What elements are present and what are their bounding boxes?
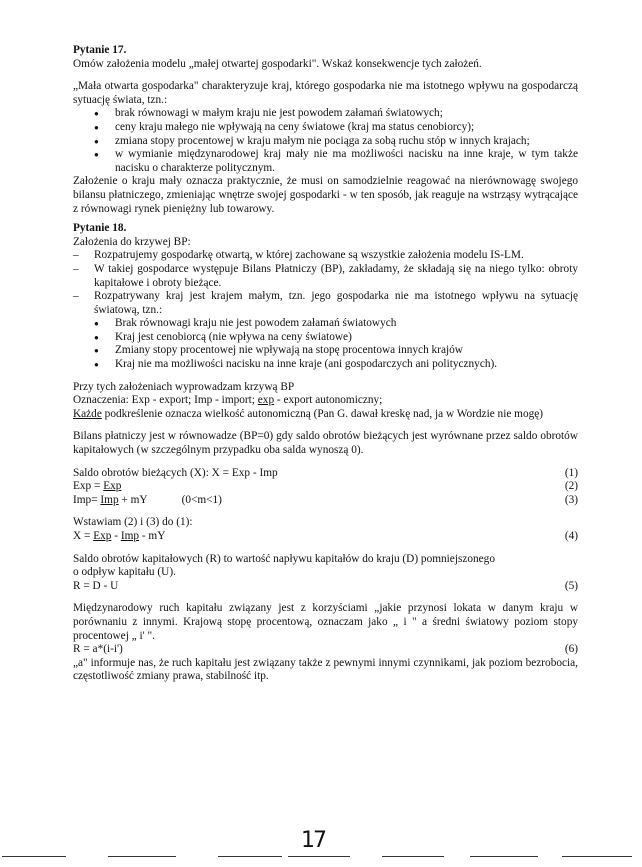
equation-number: (4) (564, 530, 578, 542)
equation-1 (73, 467, 578, 481)
notation-suffix: - export autonomiczny; (274, 394, 383, 407)
notation-prefix: Oznaczenia: Exp - export; Imp - import; (73, 394, 258, 407)
equation-prefix: X = (73, 530, 94, 542)
q17-bullet-list (73, 107, 578, 175)
q17-intro: „Mała otwarta gospodarka" charakteryzuje kraj, którego gospodarka nie ma istotnego wpływu na gospodarczą sytuację świata, tzn.: (73, 80, 578, 106)
equation-prefix: Exp = (73, 480, 104, 493)
equation-4 (73, 530, 578, 544)
equation-prefix: Imp= (73, 493, 101, 506)
q17-prompt: Omów założenia modelu „małej otwartej gospodarki". Wskaż konsekwencje tych założeń. (73, 57, 482, 70)
footer-rule (0, 850, 642, 864)
list-item: ● Brak równowagi kraju nie jest powodem załamań światowych (73, 317, 578, 331)
equation-number: (3) (564, 493, 578, 506)
equation-autonomous: Exp (93, 530, 112, 542)
equation-number: (2) (564, 480, 578, 493)
equation-number: (1) (564, 466, 578, 479)
q17-heading: Pytanie 17. (73, 44, 127, 56)
footer-line (382, 856, 444, 857)
equation-3 (73, 494, 578, 508)
capital-text-1: Saldo obrotów kapitałowych (R) to wartość napływu kapitałów do kraju (D) pomniejszonego (73, 552, 495, 565)
kazde-word: Każde (73, 407, 102, 420)
q18-intro: Założenia do krzywej BP: (73, 235, 191, 248)
underline-note (73, 408, 578, 422)
capital-text-2: o odpływ kapitału (U). (73, 566, 176, 579)
footer-line (470, 856, 538, 857)
q17-conclusion: Założenie o kraju mały oznacza praktycznie, że musi on samodzielnie reagować na nierównowagę swojego bilansu płatniczego, zmieniając wnętrze swojej gospodarki - w ten sposób, jak reaguje na wstrząsy wytrącające z równowagi rynek pieniężny lub towarowy. (73, 175, 578, 215)
list-item: – Rozpatrujemy gospodarkę otwartą, w której zachowane są wszystkie założenia modelu IS-LM. (73, 249, 578, 263)
document-page (73, 44, 578, 684)
movement-text: Międzynarodowy ruch kapitału związany jest z korzyściami „jakie przynosi lokata w danym kraju w porównaniu z innymi. Krajową stopę procentową, oznaczam jako „ i " a średni światowy poziom stopy procentowej „ i' ". (73, 602, 578, 642)
equation-autonomous: Exp (103, 480, 122, 493)
final-text: „a" informuje nas, że ruch kapitału jest związany także z pewnymi innymi czynnikami, jak poziom bezrobocia, częstotliwość zmiany prawa, stabilność itp. (73, 656, 578, 683)
list-item: ● w wymianie międzynarodowej kraj mały nie ma możliwości nacisku na inne kraje, w tym także nacisku o charakterze politycznym. (73, 148, 578, 175)
list-item: ● brak równowagi w małym kraju nie jest powodem załamań światowych; (73, 107, 578, 121)
equation-mid: - (111, 530, 121, 542)
equation-autonomous: Imp (100, 493, 119, 506)
equation-suffix: - mY (139, 530, 166, 542)
equation-5 (73, 580, 578, 594)
equation-text: R = D - U (73, 579, 119, 592)
list-item: ● Zmiany stopy procentowej nie wpływają na stopę procentowa innych krajów (73, 344, 578, 358)
list-item: – W takiej gospodarce występuje Bilans Płatniczy (BP), zakładamy, że składają się na niego tylko: obroty kapitałowe i obroty bieżące. (73, 263, 578, 290)
equation-number: (6) (564, 643, 578, 656)
list-item: ● zmiana stopy procentowej w kraju małym nie pociąga za sobą ruchu stóp w innych krajach; (73, 135, 578, 149)
footer-line (2, 856, 66, 857)
equation-condition: (0<m<1) (181, 493, 222, 506)
balance-text: Bilans płatniczy jest w równowadze (BP=0) gdy saldo obrotów bieżących jest wyrównane przez saldo obrotów kapitałowych (w szczególnym przypadku oba salda wynoszą 0). (73, 430, 578, 457)
equation-6 (73, 643, 578, 657)
equation-2 (73, 480, 578, 494)
substitution-intro: Wstawiam (2) i (3) do (1): (73, 516, 193, 529)
derive-text: Przy tych założeniach wyprowadzam krzywą BP (73, 380, 295, 393)
equation-text: Saldo obrotów bieżących (X): X = Exp - Imp (73, 466, 278, 479)
q18-heading: Pytanie 18. (73, 222, 127, 235)
equation-autonomous: Imp (120, 530, 140, 542)
list-item: – Rozpatrywany kraj jest krajem małym, tzn. jego gospodarka nie ma istotnego wpływu na sytuację światową, tzn.: (73, 290, 578, 317)
list-item: ● ceny kraju małego nie wpływają na ceny światowe (kraj ma status cenobiorcy); (73, 121, 578, 135)
q18-sub-bullet-list (73, 317, 578, 371)
equation-suffix: + mY (118, 493, 148, 506)
list-item: ● Kraj nie ma możliwości nacisku na inne kraje (ani gospodarczych ani politycznych). (73, 358, 578, 372)
notation-exp: exp (257, 394, 275, 407)
footer-line (288, 856, 350, 857)
notation-line (73, 394, 578, 408)
equation-number: (5) (564, 579, 578, 592)
page-number: 17 (301, 828, 325, 853)
equation-text: R = a*(i-i') (73, 643, 123, 656)
list-item: ● Kraj jest cenobiorcą (nie wpływa na ceny światowe) (73, 331, 578, 345)
q18-dash-list (73, 249, 578, 317)
footer-line (108, 856, 176, 857)
footer-line (218, 856, 282, 857)
kazde-rest: podkreślenie oznacza wielkość autonomiczną (Pan G. dawał kreskę nad, ja w Wordzie nie mogę) (101, 407, 544, 420)
footer-line (562, 856, 632, 857)
